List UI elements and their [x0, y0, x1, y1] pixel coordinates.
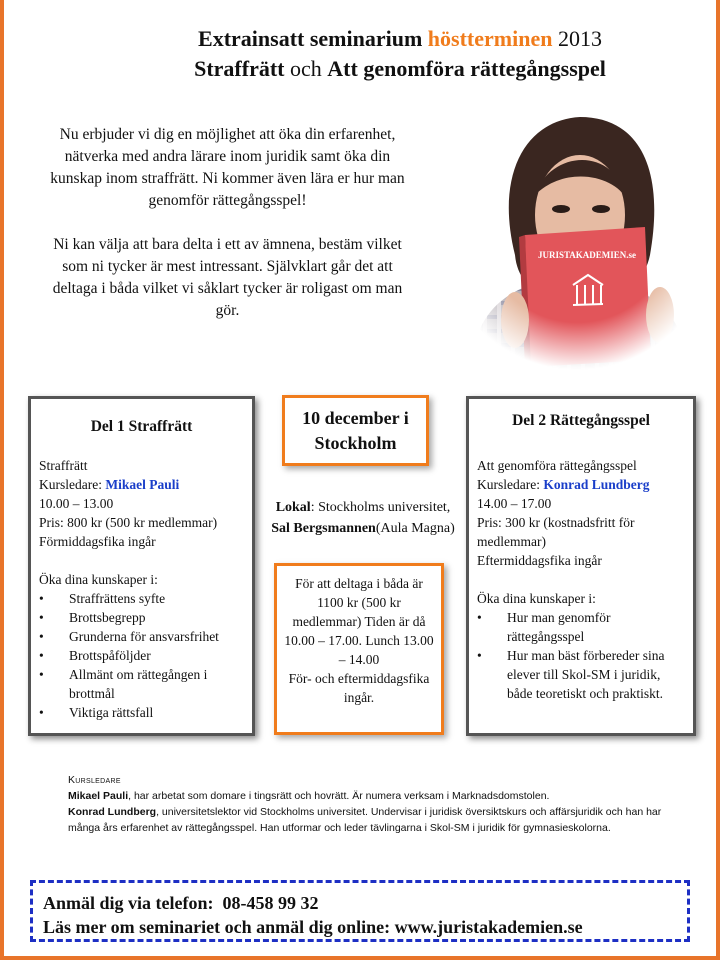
course-leader-2-bio: , universitetslektor vid Stockholms universitet. Undervisar i juridisk översiktskurs och affärsjuridik och han har många års erfarenhet av rättegångsspel. Han utformar och leder tävlingarna i Skol-SM i juridik för gymnasieskolorna.: [68, 806, 662, 834]
course-leaders-heading: Kursledare: [68, 774, 121, 786]
course-leader-2: [68, 804, 688, 836]
signup-phone-label: Anmäl dig via telefon:: [43, 893, 214, 913]
combined-offer-box: [274, 563, 444, 735]
part1-fika: Förmiddagsfika ingår: [39, 534, 156, 549]
woman-with-book-photo: [455, 105, 700, 370]
signup-phone-line: [43, 891, 677, 915]
part2-leader: [477, 475, 685, 494]
signup-phone-number[interactable]: 08-458 99 32: [222, 893, 319, 913]
venue: [258, 497, 468, 539]
part2-learn-heading: Öka dina kunskaper i:: [477, 591, 596, 606]
signup-online-line: [43, 915, 677, 939]
part2-time: 14.00 – 17.00: [477, 496, 552, 511]
part2-subject: Att genomföra rättegångsspel: [477, 458, 637, 473]
signup-box: [30, 880, 690, 942]
part1-leader-label: Kursledare:: [39, 477, 106, 492]
part1-leader: [39, 475, 244, 494]
list-item: • Brottsbegrepp: [39, 608, 244, 627]
combined-offer-text: För att deltaga i båda är 1100 kr (500 kr medlemmar) Tiden är då 10.00 – 17.00. Lunch 13.00 – 14.00: [284, 576, 434, 667]
course-leader-1: [68, 788, 688, 804]
title-and: och: [284, 56, 328, 81]
part1-leader-name: Mikael Pauli: [105, 477, 180, 492]
course-leader-1-bio: , har arbetat som domare i tingsrätt och hovrätt. Är numera verksam i Marknadsdomstolen.: [128, 790, 550, 802]
part2-fika: Eftermiddagsfika ingår: [477, 553, 602, 568]
title-line-2: [80, 54, 720, 84]
list-item: • Straffrättens syfte: [39, 589, 244, 608]
venue-label: Lokal: [275, 500, 311, 515]
signup-website-link[interactable]: www.juristakademien.se: [394, 917, 583, 937]
title-topic-1: Straffrätt: [194, 56, 285, 81]
part1-price: Pris: 800 kr (500 kr medlemmar): [39, 515, 218, 530]
venue-hall: Sal Bergsmannen: [271, 521, 376, 536]
intro-text: [40, 124, 415, 322]
part1-card: [28, 396, 255, 736]
intro-paragraph-2: Ni kan välja att bara delta i ett av ämnena, bestäm vilket som ni tycker är mest intressant. Självklart går det att deltaga i båda vilket vi såklart tycker är roligast om man gör.: [52, 236, 403, 319]
part2-card: [466, 396, 696, 736]
list-item: • Grunderna för ansvarsfrihet: [39, 627, 244, 646]
date-box: [282, 395, 429, 466]
venue-hall-note: (Aula Magna): [375, 521, 455, 536]
part2-leader-label: Kursledare:: [477, 477, 544, 492]
course-leaders-section: [68, 772, 688, 836]
part2-price: Pris: 300 kr (kostnadsfritt för medlemmar): [477, 515, 635, 549]
venue-text: : Stockholms universitet,: [310, 500, 451, 515]
title-topic-2: Att genomföra rättegångsspel: [327, 56, 606, 81]
title-text: Extrainsatt seminarium: [198, 26, 428, 51]
part1-time: 10.00 – 13.00: [39, 496, 114, 511]
title-line-1: [80, 24, 720, 54]
part1-title: Del 1 Straffrätt: [90, 418, 193, 435]
part2-topic-list: [477, 608, 685, 703]
list-item: • Brottspåföljder: [39, 646, 244, 665]
list-item: • Hur man bäst förbereder sina elever till Skol-SM i juridik, både teoretiskt och praktiskt.: [477, 646, 685, 703]
list-item: • Allmänt om rättegången i brottmål: [39, 665, 244, 703]
combined-offer-fika: För- och eftermiddagsfika ingår.: [288, 671, 430, 705]
course-leader-2-name: Konrad Lundberg: [68, 806, 157, 818]
part2-leader-name: Konrad Lundberg: [543, 477, 650, 492]
signup-online-label: Läs mer om seminariet och anmäl dig online:: [43, 917, 391, 937]
event-date: 10 december i Stockholm: [302, 408, 409, 453]
course-leader-1-name: Mikael Pauli: [68, 790, 129, 802]
list-item: • Hur man genomför rättegångsspel: [477, 608, 685, 646]
list-item: • Viktiga rättsfall: [39, 703, 244, 722]
page-title: [80, 24, 720, 84]
part2-title: Del 2 Rättegångsspel: [512, 412, 650, 429]
intro-paragraph-1: Nu erbjuder vi dig en möjlighet att öka din erfarenhet, nätverka med andra lärare inom juridik samt öka din kunskap inom straffrätt. Ni kommer även lära er hur man genomför rättegångsspel!: [50, 126, 405, 209]
part1-topic-list: [39, 589, 244, 722]
part1-subject: Straffrätt: [39, 458, 88, 473]
part1-learn-heading: Öka dina kunskaper i:: [39, 572, 158, 587]
title-semester: höstterminen: [427, 26, 553, 51]
title-year: 2013: [552, 26, 602, 51]
